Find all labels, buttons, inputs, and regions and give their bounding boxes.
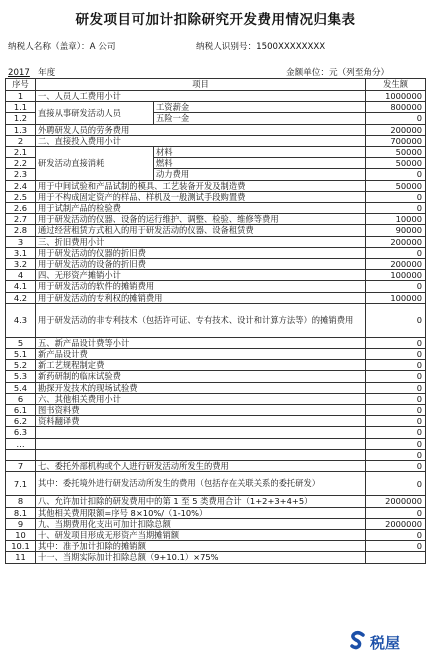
- row-seq: …: [6, 438, 36, 449]
- row-item: 七、委托外部机构或个人进行研发活动所发生的费用: [36, 461, 366, 472]
- row-item: 勘探开发技术的现场试验费: [36, 382, 366, 393]
- row-amount: 0: [366, 349, 426, 360]
- row-seq: 2.8: [6, 225, 36, 236]
- row-seq: 5.2: [6, 360, 36, 371]
- table-row: [6, 393, 426, 404]
- table-row: [6, 337, 426, 348]
- row-item: 通过经营租赁方式租入的用于研发活动的仪器、设备租赁费: [36, 225, 366, 236]
- table-row: [6, 461, 426, 472]
- table-row: [6, 191, 426, 202]
- row-amount: 0: [366, 191, 426, 202]
- row-amount: 0: [366, 203, 426, 214]
- taxpayer-id: 纳税人识别号：1500XXXXXXXX: [196, 42, 326, 52]
- table-row: [6, 382, 426, 393]
- row-item: 八、允许加计扣除的研发费用中的第 1 至 5 类费用合计（1+2+3+4+5）: [36, 496, 366, 507]
- table-row: [6, 203, 426, 214]
- table-row: [6, 507, 426, 518]
- row-seq: 6.1: [6, 405, 36, 416]
- row-item: 三、折旧费用小计: [36, 236, 366, 247]
- row-amount: 50000: [366, 158, 426, 169]
- row-item: 用于研发活动的仪器、设备的运行维护、调整、检验、维修等费用: [36, 214, 366, 225]
- row-item: 十一、当期实际加计扣除总额（9+10.1）×75%: [36, 552, 366, 563]
- table-row: [6, 292, 426, 303]
- row-seq: 2.4: [6, 180, 36, 191]
- row-item: 六、其他相关费用小计: [36, 393, 366, 404]
- row-item: 五、新产品设计费等小计: [36, 337, 366, 348]
- row-item: 用于试制产品的检验费: [36, 203, 366, 214]
- row-item: 用于研发活动的非专利技术（包括许可证、专有技术、设计和计算方法等）的摊销费用: [36, 303, 366, 337]
- table-row: [6, 214, 426, 225]
- watermark-logo: [348, 630, 400, 654]
- row-seq: 4.1: [6, 281, 36, 292]
- row-seq: 7: [6, 461, 36, 472]
- table-row: [6, 371, 426, 382]
- row-item: 二、直接投入费用小计: [36, 135, 366, 146]
- table-row: [6, 427, 426, 438]
- row-subitem: 材料: [154, 147, 366, 158]
- row-seq: 8: [6, 496, 36, 507]
- row-amount: 0: [366, 382, 426, 393]
- row-seq: 2: [6, 135, 36, 146]
- row-amount: 0: [366, 529, 426, 540]
- row-amount: 200000: [366, 236, 426, 247]
- row-subitem: 工资薪金: [154, 102, 366, 113]
- row-item: 其他相关费用限额=序号 8×10%/（1-10%）: [36, 507, 366, 518]
- row-seq: 6.3: [6, 427, 36, 438]
- row-amount: 800000: [366, 102, 426, 113]
- row-amount: 0: [366, 416, 426, 427]
- row-item: 九、当期费用化支出可加计扣除总额: [36, 518, 366, 529]
- table-row: [6, 147, 426, 158]
- row-item: 十、研发项目形成无形资产当期摊销额: [36, 529, 366, 540]
- year-suffix: 年度: [38, 68, 56, 78]
- row-seq: 5.3: [6, 371, 36, 382]
- row-seq: 2.1: [6, 147, 36, 158]
- currency-unit: 金额单位：元（列至角分）: [286, 68, 390, 78]
- row-amount: 0: [366, 461, 426, 472]
- row-amount: 0: [366, 472, 426, 496]
- row-seq: 2.2: [6, 158, 36, 169]
- table-row: [6, 247, 426, 258]
- row-amount: 100000: [366, 270, 426, 281]
- row-item: [36, 427, 366, 438]
- row-amount: 0: [366, 360, 426, 371]
- row-amount: 50000: [366, 180, 426, 191]
- watermark-text: 税屋: [370, 633, 401, 652]
- row-item: 外聘研发人员的劳务费用: [36, 124, 366, 135]
- row-amount: 0: [366, 405, 426, 416]
- row-amount: 100000: [366, 292, 426, 303]
- row-amount: 0: [366, 449, 426, 460]
- row-amount: 10000: [366, 214, 426, 225]
- row-seq: 3: [6, 236, 36, 247]
- row-amount: 0: [366, 393, 426, 404]
- row-seq: 8.1: [6, 507, 36, 518]
- table-row: [6, 360, 426, 371]
- row-item: 新产品设计费: [36, 349, 366, 360]
- row-amount: 0: [366, 371, 426, 382]
- row-seq: 2.5: [6, 191, 36, 202]
- row-amount: [366, 552, 426, 563]
- row-amount: 0: [366, 113, 426, 124]
- logo-icon: [348, 630, 368, 654]
- row-amount: 200000: [366, 259, 426, 270]
- row-seq: 11: [6, 552, 36, 563]
- row-amount: 200000: [366, 124, 426, 135]
- row-item: 一、人员人工费用小计: [36, 91, 366, 102]
- row-item: 其中：委托境外进行研发活动所发生的费用（包括存在关联关系的委托研发）: [36, 472, 366, 496]
- table-row: [6, 416, 426, 427]
- table-row: [6, 496, 426, 507]
- row-amount: 700000: [366, 135, 426, 146]
- table-row: [6, 281, 426, 292]
- table-row: [6, 349, 426, 360]
- row-seq: 4.3: [6, 303, 36, 337]
- header-item: 项目: [36, 79, 366, 91]
- row-seq: 1: [6, 91, 36, 102]
- table-header: [6, 79, 426, 91]
- row-seq: 4.2: [6, 292, 36, 303]
- row-seq: 1.2: [6, 113, 36, 124]
- table-row: [6, 449, 426, 460]
- row-seq: 5.1: [6, 349, 36, 360]
- form-title: 研发项目可加计扣除研究开发费用情况归集表: [75, 12, 356, 28]
- row-seq: 6.2: [6, 416, 36, 427]
- row-group-label: 研发活动直接消耗: [36, 147, 154, 181]
- row-item: 新工艺规程制定费: [36, 360, 366, 371]
- row-subitem: 五险一金: [154, 113, 366, 124]
- row-amount: 50000: [366, 147, 426, 158]
- table-row: [6, 270, 426, 281]
- row-seq: 10: [6, 529, 36, 540]
- table-row: [6, 303, 426, 337]
- row-item: 图书资料费: [36, 405, 366, 416]
- row-item: 用于研发活动的设备的折旧费: [36, 259, 366, 270]
- header-seq: 序号: [6, 79, 36, 91]
- expense-table: [5, 78, 426, 564]
- row-seq: 6: [6, 393, 36, 404]
- row-amount: 0: [366, 337, 426, 348]
- row-seq: 2.6: [6, 203, 36, 214]
- row-amount: 1000000: [366, 91, 426, 102]
- table-row: [6, 438, 426, 449]
- row-amount: 0: [366, 541, 426, 552]
- row-item: 用于研发活动的仪器的折旧费: [36, 247, 366, 258]
- row-amount: 90000: [366, 225, 426, 236]
- table-row: [6, 225, 426, 236]
- row-seq: 7.1: [6, 472, 36, 496]
- header-amount: 发生额: [366, 79, 426, 91]
- row-subitem: 动力费用: [154, 169, 366, 180]
- row-amount: 0: [366, 247, 426, 258]
- row-amount: 2000000: [366, 496, 426, 507]
- row-item: [36, 438, 366, 449]
- row-seq: 1.3: [6, 124, 36, 135]
- row-item: 用于研发活动的专利权的摊销费用: [36, 292, 366, 303]
- row-seq: 2.7: [6, 214, 36, 225]
- row-item: 用于不构成固定资产的样品、样机及一般测试手段购置费: [36, 191, 366, 202]
- row-item: [36, 449, 366, 460]
- table-row: [6, 541, 426, 552]
- row-seq: 9: [6, 518, 36, 529]
- row-item: 四、无形资产摊销小计: [36, 270, 366, 281]
- row-seq: 5.4: [6, 382, 36, 393]
- table-row: [6, 259, 426, 270]
- table-row: [6, 91, 426, 102]
- row-group-label: 直接从事研发活动人员: [36, 102, 154, 124]
- table-row: [6, 405, 426, 416]
- row-amount: 0: [366, 507, 426, 518]
- row-subitem: 燃料: [154, 158, 366, 169]
- row-amount: 0: [366, 427, 426, 438]
- year-value: 2017: [8, 68, 30, 78]
- table-row: [6, 124, 426, 135]
- row-amount: 0: [366, 169, 426, 180]
- table-row: [6, 236, 426, 247]
- row-item: 新药研制的临床试验费: [36, 371, 366, 382]
- row-seq: 2.3: [6, 169, 36, 180]
- row-amount: 0: [366, 303, 426, 337]
- row-amount: 0: [366, 281, 426, 292]
- row-item: 用于中间试验和产品试制的模具、工艺装备开发及制造费: [36, 180, 366, 191]
- table-row: [6, 529, 426, 540]
- row-seq: 5: [6, 337, 36, 348]
- table-row: [6, 552, 426, 563]
- table-row: [6, 102, 426, 113]
- row-item: 资料翻译费: [36, 416, 366, 427]
- table-row: [6, 180, 426, 191]
- row-item: 用于研发活动的软件的摊销费用: [36, 281, 366, 292]
- row-amount: 2000000: [366, 518, 426, 529]
- taxpayer-name: 纳税人名称（盖章）：A 公司: [8, 42, 116, 52]
- row-amount: 0: [366, 438, 426, 449]
- year-line: [8, 66, 55, 78]
- row-seq: 3.2: [6, 259, 36, 270]
- table-row: [6, 518, 426, 529]
- table-row: [6, 135, 426, 146]
- row-item: 其中：准予加计扣除的摊销额: [36, 541, 366, 552]
- row-seq: 1.1: [6, 102, 36, 113]
- row-seq: [6, 449, 36, 460]
- table-row: [6, 472, 426, 496]
- row-seq: 10.1: [6, 541, 36, 552]
- row-seq: 4: [6, 270, 36, 281]
- row-seq: 3.1: [6, 247, 36, 258]
